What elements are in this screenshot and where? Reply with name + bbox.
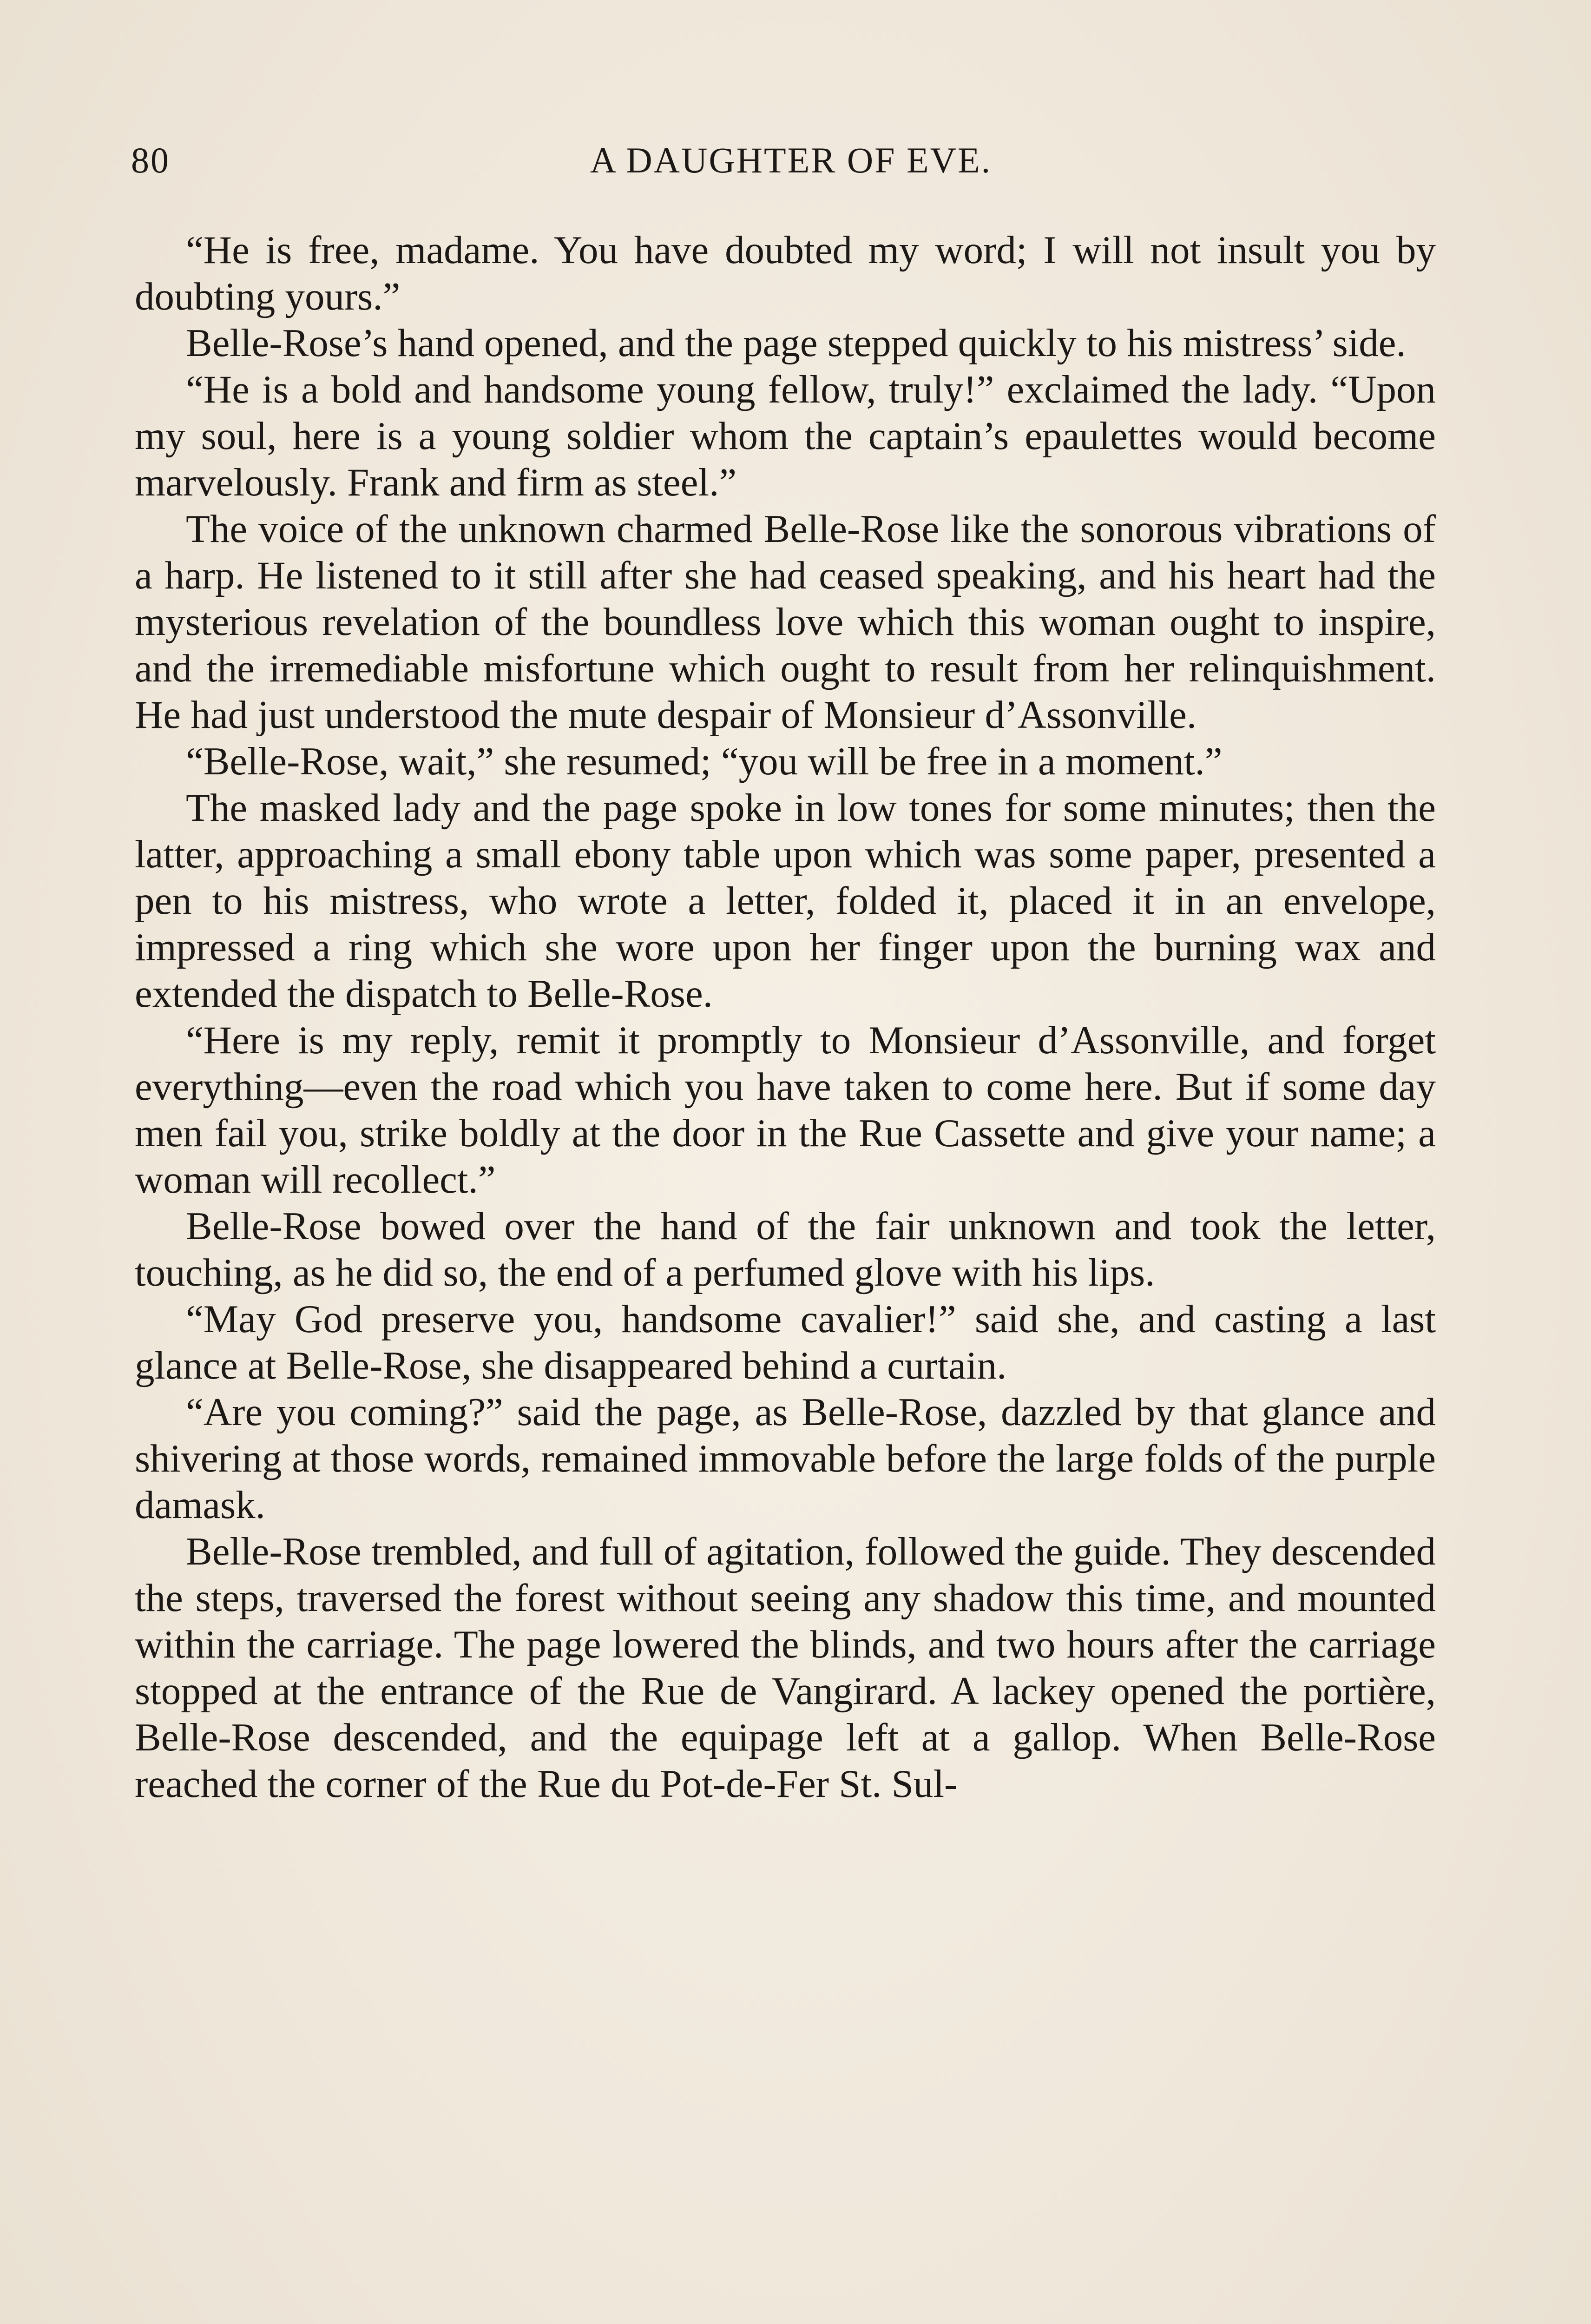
page-header	[131, 139, 1451, 191]
running-title: A DAUGHTER OF EVE.	[590, 140, 992, 180]
paragraph: Belle-Rose bowed over the hand of the fair unknown and took the letter, touching, as he did so, the end of a perfumed glove with his lips.	[135, 1204, 1436, 1294]
paragraph: Belle-Rose’s hand opened, and the page stepped quickly to his mistress’ side.	[186, 321, 1406, 365]
paragraph: Belle-Rose trembled, and full of agitation, followed the guide. They descended the steps, traversed the forest without seeing any shadow this time, and mounted within the carriage. The page lowered the blinds, and two hours after the carriage stopped at the entrance of the Rue de Vangirard. A lackey opened the portière, Belle-Rose descended, and the equipage left at a gallop. When Belle-Rose reached the corner of the Rue du Pot-de-Fer St. Sul-	[135, 1530, 1436, 1806]
body-text	[135, 227, 1436, 1807]
paragraph: “May God preserve you, handsome cavalier!” said she, and casting a last glance at Belle-Rose, she disappeared behind a curtain.	[135, 1297, 1436, 1387]
page-number: 80	[131, 140, 170, 180]
paragraph: “He is a bold and handsome young fellow, truly!” exclaimed the lady. “Upon my soul, here is a young soldier whom the captain’s epaulettes would become marvelously. Frank and firm as steel.”	[135, 368, 1436, 504]
paragraph: “Here is my reply, remit it promptly to Monsieur d’Assonville, and forget everything—even the road which you have taken to come here. But if some day men fail you, strike boldly at the door in the Rue Cassette and give your name; a woman will recollect.”	[135, 1018, 1436, 1202]
paragraph: “He is free, madame. You have doubted my word; I will not insult you by doubting yours.”	[135, 228, 1436, 318]
paragraph: The voice of the unknown charmed Belle-Rose like the sonorous vibrations of a harp. He listened to it still after she had ceased speaking, and his heart had the mysterious revelation of the boundless love which this woman ought to inspire, and the irremediable misfortune which ought to result from her relinquishment. He had just understood the mute despair of Monsieur d’Assonville.	[135, 507, 1436, 737]
paragraph: The masked lady and the page spoke in low tones for some minutes; then the latter, approaching a small ebony table upon which was some paper, presented a pen to his mistress, who wrote a letter, folded it, placed it in an envelope, impressed a ring which she wore upon her finger upon the burning wax and extended the dispatch to Belle-Rose.	[135, 786, 1436, 1016]
paragraph: “Are you coming?” said the page, as Belle-Rose, dazzled by that glance and shivering at those words, remained immovable before the large folds of the purple damask.	[135, 1390, 1436, 1527]
paragraph: “Belle-Rose, wait,” she resumed; “you will be free in a moment.”	[186, 739, 1223, 783]
